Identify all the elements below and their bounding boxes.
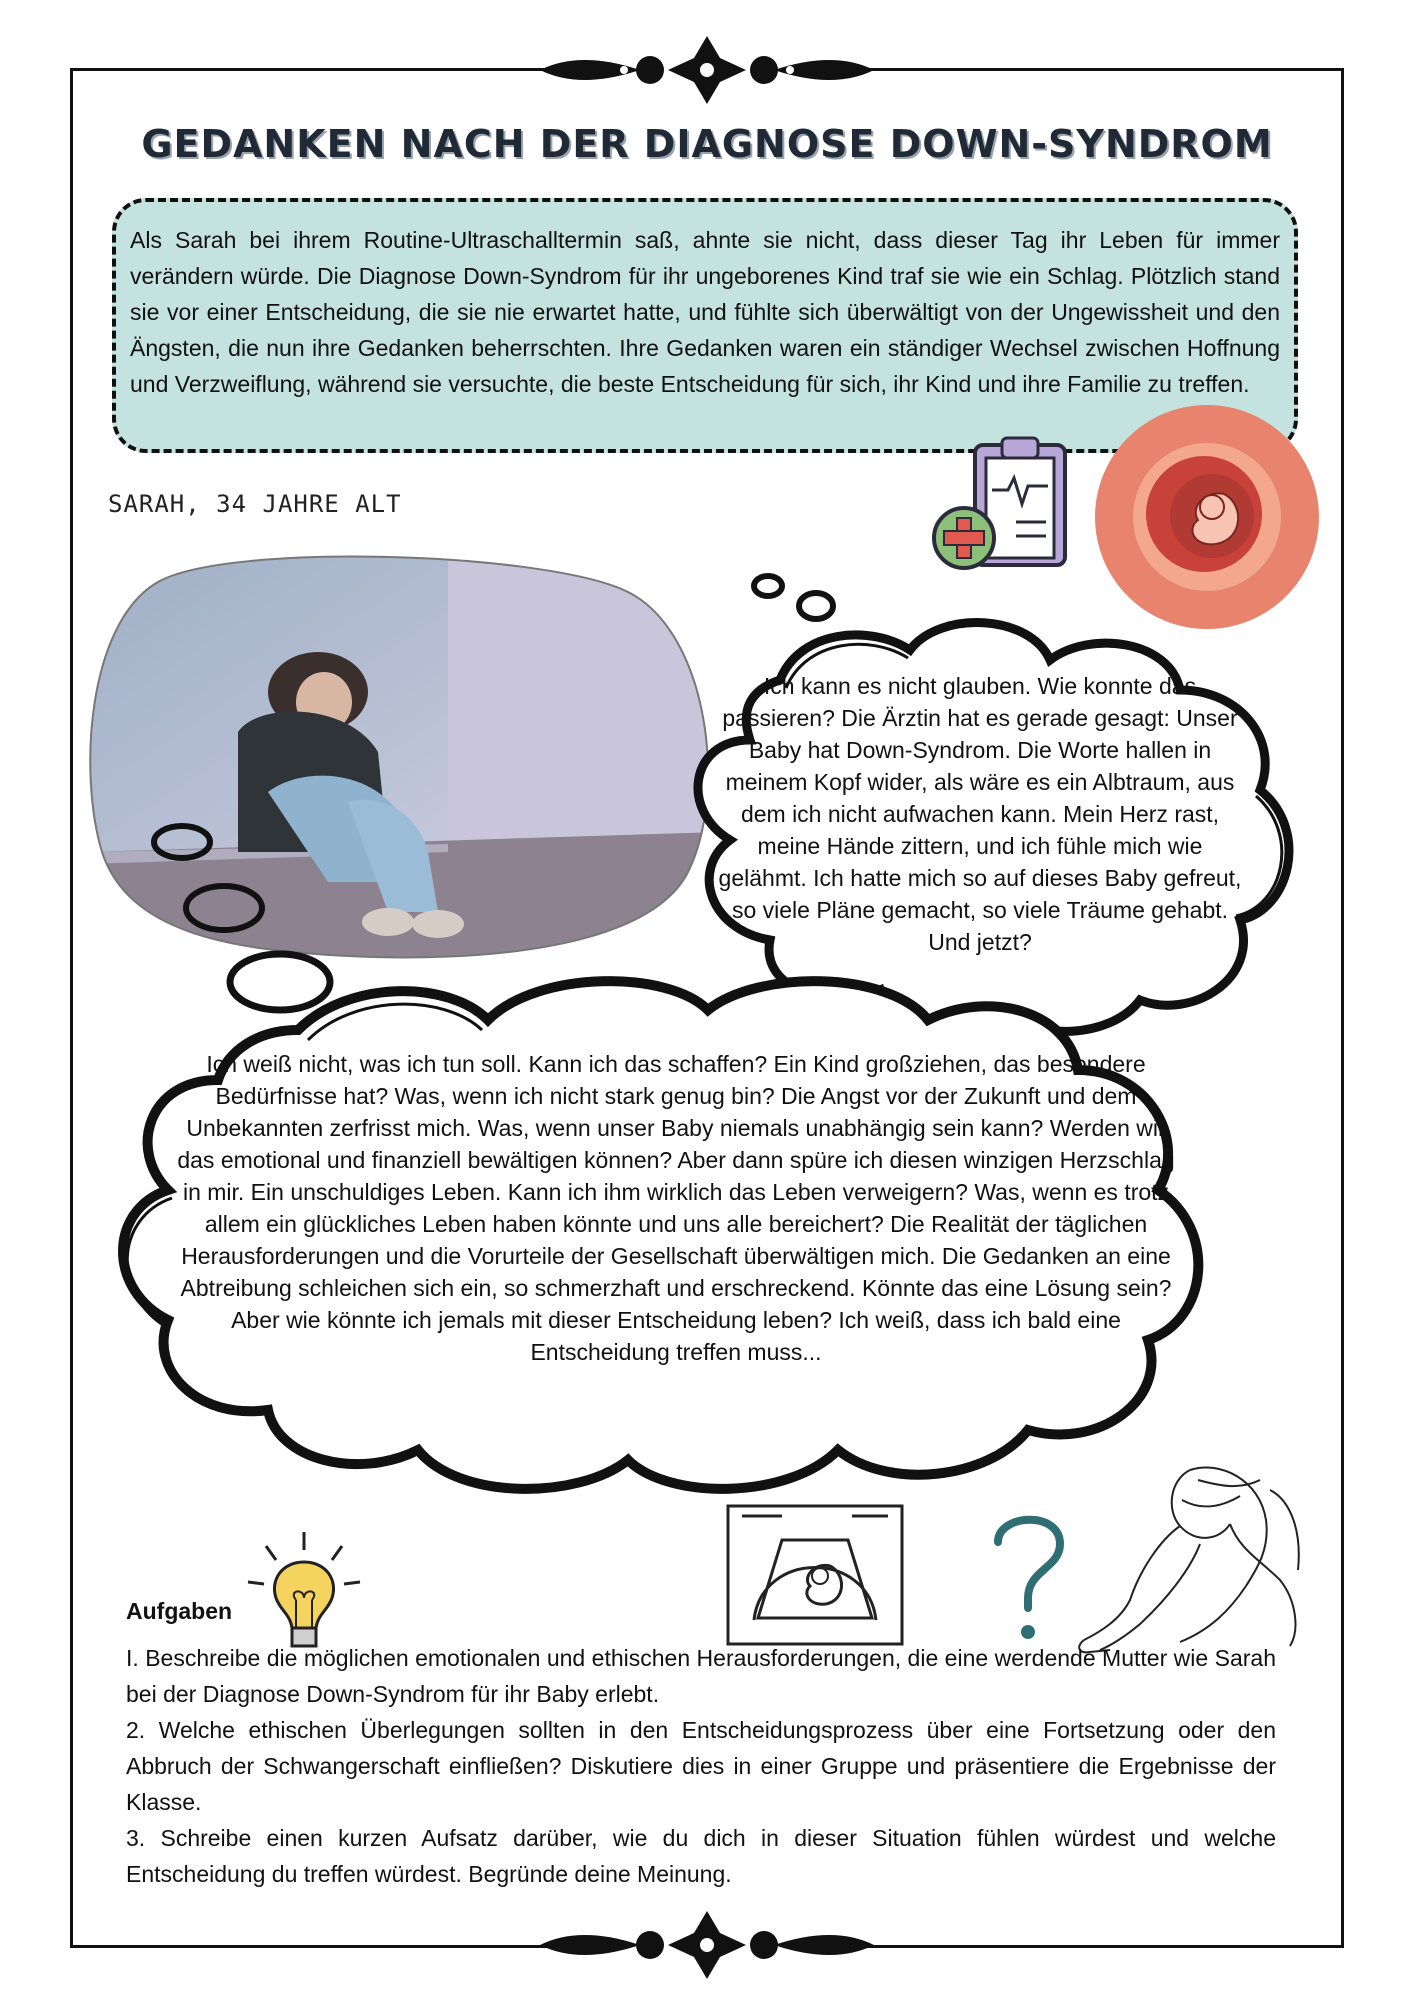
ornament-icon [520,1905,894,1985]
thought-text-2: Ich weiß nicht, was ich tun soll. Kann ich das schaffen? Ein Kind großziehen, das besondere Bedürfnisse hat? Was, wenn ich nicht stark genug bin? Die Angst vor der Zukunft und dem Unbekannten zerfrisst mich. Was, wenn unser Baby niemals unabhängig sein kann? Werden wir das emotional und finanziell bewältigen können? Aber dann spüre ich diesen winzigen Herzschlag in mir. Ein unschuldiges Leben. Kann ich ihm wirklich das Leben verweigern? Was, wenn es trotz allem ein glückliches Leben haben könnte und uns alle bereichert? Die Realität der täglichen Herausforderungen und die Vorurteile der Gesellschaft überwältigen mich. Die Gedanken an eine Abtreibung schleichen sich ein, so schmerzhaft und erschreckend. Könnte das eine Lösung sein? Aber wie könnte ich jemals mit dieser Entscheidung leben? Ich weiß, dass ich bald eine Entscheidung treffen muss... [177,1051,1175,1365]
thought-text-1: Ich kann es nicht glauben. Wie konnte das passieren? Die Ärztin hat es gerade gesagt: Unser Baby hat Down-Syndrom. Die Worte hallen in meinem Kopf wider, als wäre es ein Albtraum, aus dem ich nicht aufwachen kann. Mein Herz rast, meine Hände zittern, und ich fühle mich wie gelähmt. Ich hatte mich so auf dieses Baby gefreut, so viele Pläne gemacht, so viele Träume gehabt. Und jetzt? [718,673,1242,955]
embryo-icon [1094,404,1320,630]
task-item: 3. Schreibe einen kurzen Aufsatz darüber, wie du dich in dieser Situation fühlen würdest und welche Entscheidung du treffen würdest. Begründe deine Meinung. [126,1825,1276,1887]
task-item: I. Beschreibe die möglichen emotionalen und ethischen Herausforderungen, die eine werdende Mutter wie Sarah bei der Diagnose Down-Syndrom für ihr Baby erlebt. [126,1645,1276,1707]
clipboard-medical-icon [920,430,1080,580]
tasks-heading: Aufgaben [126,1598,233,1624]
tasks-list [126,1640,1276,1892]
frame-top-right [844,68,1344,71]
page-title: GEDANKEN NACH DER DIAGNOSE DOWN-SYNDROM [141,122,1273,166]
frame-bottom-right [844,1945,1344,1948]
frame-bottom-left [70,1945,570,1948]
question-mark-icon [984,1508,1074,1648]
frame-right [1341,68,1344,1948]
intro-text: Als Sarah bei ihrem Routine-Ultraschalltermin saß, ahnte sie nicht, dass dieser Tag ihr Leben für immer verändern würde. Die Diagnose Down-Syndrom für ihr ungeborenes Kind traf sie wie ein Schlag. Plötzlich stand sie vor einer Entscheidung, die sie nie erwartet hatte, und fühlte sich überwältigt von der Ungewissheit und den Ängsten, die nun ihre Gedanken beherrschten. Ihre Gedanken waren ein ständiger Wechsel zwischen Hoffnung und Verzweiflung, während sie versuchte, die beste Entscheidung für sich, ihr Kind und ihre Familie zu treffen. [130,227,1280,397]
lightbulb-icon [244,1528,364,1658]
ornament-icon [520,30,894,110]
task-item: 2. Welche ethischen Überlegungen sollten in den Entscheidungsprozess über eine Fortsetzung oder den Abbruch der Schwangerschaft einfließen? Diskutiere dies in einer Gruppe und präsentiere die Ergebnisse der Klasse. [126,1717,1276,1815]
sad-woman-drawing [1070,1460,1330,1660]
frame-left [70,68,73,1948]
ultrasound-icon [722,1500,908,1650]
frame-top-left [70,68,570,71]
subtitle: SARAH, 34 JAHRE ALT [108,490,402,518]
